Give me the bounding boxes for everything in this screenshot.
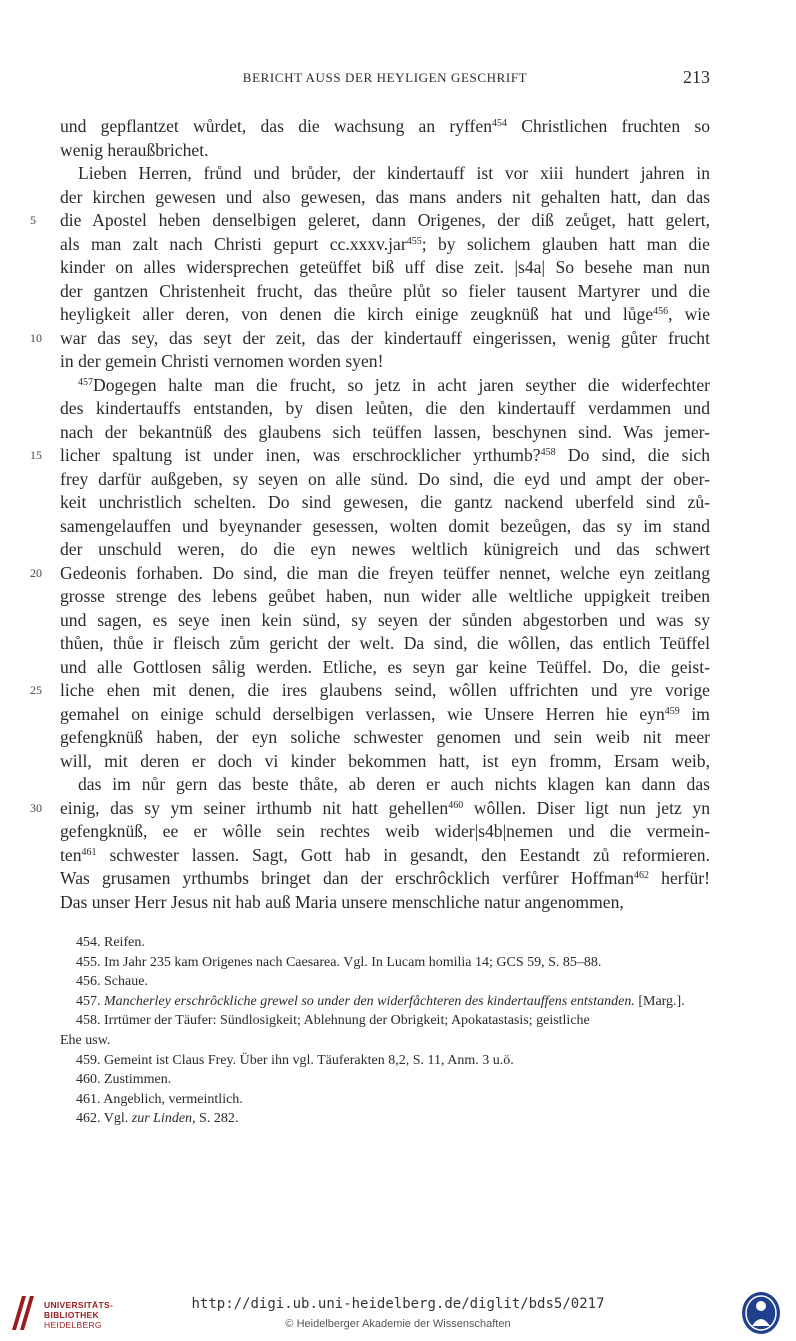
- running-title: BERICHT AUSS DER HEYLIGEN GESCHRIFT: [242, 70, 528, 85]
- text-line: [60, 421, 710, 445]
- text-line: [60, 139, 710, 163]
- line-text: wenig heraußbrichet.: [60, 139, 209, 160]
- line-text: das im nůr gern das beste thåte, ab deren er auch nichts klagen kan dann das: [78, 774, 710, 794]
- text-line: [30, 562, 710, 586]
- text-line: [60, 491, 710, 515]
- footnote-ref[interactable]: 454: [492, 118, 508, 129]
- footnote-ref[interactable]: 460: [448, 799, 464, 811]
- text-line: [60, 515, 710, 539]
- line-text: thůen, thůe ir fleisch zům gericht der welt. Da sind, die wôllen, das entlich Teüffel: [60, 633, 710, 653]
- footnotes: [60, 933, 710, 1129]
- line-text: Dogegen halte man die frucht, so jetz in acht jaren seyther die widerfechter: [93, 374, 710, 395]
- text-line: [60, 280, 710, 304]
- line-text: Lieben Herren, frůnd und brůder, der kindertauff ist vor xiii hundert jahren in: [78, 163, 710, 183]
- main-text: [30, 115, 710, 914]
- text-line: [60, 374, 710, 398]
- line-text: liche ehen mit denen, die ires glaubens seind, wôllen uffrichten und yre vorige: [60, 680, 710, 700]
- line-text: einig, das sy ym seiner irthumb nit hatt gehellen: [60, 797, 449, 818]
- line-number: 15: [30, 448, 42, 462]
- text-line: [60, 162, 710, 186]
- text-line: [60, 703, 710, 727]
- footnote-text: 457.: [76, 993, 104, 1009]
- footnote-ref[interactable]: 456: [653, 306, 669, 317]
- footnote: [60, 1070, 710, 1090]
- footnote-ref[interactable]: 459: [664, 705, 680, 717]
- footnote: [60, 1031, 710, 1051]
- line-text: grosse strenge des lebens geůbet haben, nun wider alle weltliche uppigkeit treiben: [60, 586, 710, 606]
- footnote-text: 460. Zustimmen.: [76, 1072, 172, 1088]
- text-line: [30, 679, 710, 703]
- footnote-text: 454. Reifen.: [76, 935, 145, 950]
- page-number: 213: [683, 67, 710, 87]
- footnote-text: 462. Vgl.: [76, 1111, 132, 1127]
- footnote-text-continued: S. 282.: [195, 1111, 239, 1127]
- line-text: ten: [60, 844, 82, 865]
- line-number: 30: [30, 800, 42, 815]
- footnote: [60, 1090, 710, 1110]
- text-line: [60, 750, 710, 774]
- footnote: [60, 953, 710, 973]
- line-text: will, mit deren er doch vi kinder bekommen hatt, ist eyn fromm, Ersam weib,: [60, 750, 710, 771]
- text-line: [60, 844, 710, 868]
- text-line: [30, 444, 710, 468]
- text-line: [60, 632, 710, 656]
- line-text-continued: Do sind, die sich: [555, 445, 710, 465]
- line-number: 5: [30, 213, 36, 227]
- logo-text-line3: HEIDELBERG: [44, 1320, 102, 1330]
- footnote: [60, 972, 710, 992]
- permalink[interactable]: http://digi.ub.uni-heidelberg.de/diglit/bds5/0217: [191, 1296, 605, 1312]
- logo-text-line2: BIBLIOTHEK: [44, 1310, 99, 1320]
- footnote-ref[interactable]: 461: [81, 846, 97, 858]
- line-text: und sagen, es seye inen kein sünd, sy seyen der sůnden abgestorben und was sy: [60, 609, 710, 630]
- line-text-continued: Christlichen fruchten so: [507, 116, 710, 136]
- line-text: Gedeonis forhaben. Do sind, die man die freyen teüffer nennet, welche eyn zeitlang: [60, 562, 710, 583]
- line-text-continued: wôllen. Diser ligt nun jetz yn: [463, 797, 710, 818]
- line-number: 25: [30, 683, 42, 697]
- line-text: war das sey, das seyt der zeit, das der kindertauff eingerissen, wenig gůter frucht: [60, 327, 710, 348]
- text-line: [60, 867, 710, 891]
- footnote-ref[interactable]: 462: [634, 870, 650, 881]
- footnote: [60, 933, 710, 953]
- footnote-italic-text: Mancherley erschrôckliche grewel so under den widerfåchteren des kindertauffens entstanden.: [104, 993, 635, 1009]
- text-line: [60, 256, 710, 280]
- line-text: gefengknüß haben, der eyn soliche schwester genomen und sein weib nit meer: [60, 727, 710, 747]
- footnote-text: 459. Gemeint ist Claus Frey. Über ihn vgl. Täuferakten 8,2, S. 11, Anm. 3 u.ö.: [76, 1052, 514, 1068]
- text-line: [60, 609, 710, 633]
- line-text: frey darfür außgeben, sy seyen on alle sünd. Do sind, die eyd und ampt der ober-: [60, 468, 710, 489]
- text-line: [60, 115, 710, 139]
- text-line: [60, 468, 710, 492]
- text-line: [60, 726, 710, 750]
- footnote-text: 458. Irrtümer der Täufer: Sündlosigkeit; Ablehnung der Obrigkeit; Apokatastasis; geistliche: [76, 1013, 590, 1029]
- line-text: nach der bekantnüß des glaubens sich teüffen lassen, beschynen sind. Was jemer-: [60, 421, 710, 442]
- text-line: [60, 303, 710, 327]
- text-line: [30, 209, 710, 233]
- line-text-continued: schwester lassen. Sagt, Gott hab in gesandt, den Eestandt zů reformieren.: [96, 844, 710, 865]
- footnote-italic-text: zur Linden,: [131, 1111, 196, 1127]
- line-text: Das unser Herr Jesus nit hab auß Maria unsere menschliche natur angenommen,: [60, 891, 624, 912]
- line-text: licher spaltung ist under inen, was erschrocklicher yrthumb?: [60, 445, 541, 465]
- text-line: [60, 891, 710, 915]
- line-number: 20: [30, 565, 42, 580]
- line-text: als man zalt nach Christi gepurt cc.xxxv.jar: [60, 233, 407, 254]
- academy-seal-icon: [740, 1290, 782, 1341]
- text-line: [30, 797, 710, 821]
- footnote-text: 456. Schaue.: [76, 974, 148, 990]
- copyright-notice: © Heidelberger Akademie der Wissenschaften: [285, 1318, 511, 1330]
- footnote: [60, 1051, 710, 1071]
- footnote: [60, 992, 710, 1012]
- text-line: [60, 397, 710, 421]
- line-text: gefengknüß, ee er wôlle sein rechtes weib wider|s4b|nemen und die vermein-: [60, 821, 710, 841]
- line-text: und gepflantzet wůrdet, das die wachsung an ryffen: [60, 116, 493, 136]
- line-number: 10: [30, 330, 42, 345]
- line-text-continued: im: [679, 703, 710, 724]
- footnote-ref[interactable]: 458: [540, 447, 556, 458]
- footnote-text: 461. Angeblich, vermeintlich.: [76, 1091, 243, 1107]
- text-line: [60, 350, 710, 374]
- line-text: kinder on alles widersprechen geteüffet biß uff dise zeit. |s4a| So besehe man nun: [60, 257, 710, 277]
- text-line: [60, 585, 710, 609]
- page-footer: [0, 1288, 796, 1341]
- line-text-continued: ; by solichem glauben hatt man die: [421, 233, 710, 254]
- line-text-continued: herfür!: [649, 868, 710, 888]
- line-text: der gantzen Christenheit frucht, das theůre plůt so fieler tausent Martyrer und die: [60, 280, 710, 301]
- line-text: heyligkeit aller deren, von denen die kirch einige zeugknüß hat und lůge: [60, 304, 654, 324]
- text-line: [60, 538, 710, 562]
- line-text: der unschuld weren, do die eyn newes weltlich künigreich und das schwert: [60, 539, 710, 559]
- logo-text-line1: UNIVERSITÄTS-: [44, 1300, 114, 1310]
- footnote-ref[interactable]: 455: [406, 235, 422, 247]
- footnote: [60, 1011, 710, 1031]
- text-line: [60, 656, 710, 680]
- line-text: die Apostel heben denselbigen geleret, dann Origenes, der diß zeůget, hatt gelert,: [60, 210, 710, 230]
- line-text-continued: , wie: [668, 304, 710, 324]
- line-text: und alle Gottlosen sålig werden. Etliche, es seyn gar keine Teüffel. Do, die geist-: [60, 656, 710, 677]
- text-line: [60, 186, 710, 210]
- line-text: samengelauffen und byeynander gesessen, wolten domit bezeůgen, das sy im stand: [60, 515, 710, 536]
- text-line: [30, 327, 710, 351]
- line-text: keit unchristlich schelten. Do sind gewesen, die gantz nackend uberfeld sind zů-: [60, 492, 710, 512]
- text-line: [60, 233, 710, 257]
- line-text: gemahel on einige schuld derselbigen verlassen, wie Unsere Herren hie eyn: [60, 703, 665, 724]
- footnote-text-continued: [Marg.].: [634, 993, 685, 1009]
- line-text: der kirchen gewesen und also gewesen, das mans anders nit gehalten hatt, dan das: [60, 186, 710, 207]
- footnote-ref[interactable]: 457: [78, 376, 93, 388]
- footnote-text: Ehe usw.: [60, 1032, 111, 1048]
- footnote-text: 455. Im Jahr 235 kam Origenes nach Caesarea. Vgl. In Lucam homilia 14; GCS 59, S. 85–88.: [76, 954, 602, 970]
- footnote: [60, 1109, 710, 1129]
- text-line: [60, 820, 710, 844]
- text-line: [60, 773, 710, 797]
- line-text: des kindertauffs entstanden, by disen leůten, die den kindertauff verdammen und: [60, 398, 710, 418]
- line-text: in der gemein Christi vernomen worden syen!: [60, 351, 384, 371]
- line-text: Was grusamen yrthumbs bringet dan der erschrôcklich verfůrer Hoffman: [60, 868, 635, 888]
